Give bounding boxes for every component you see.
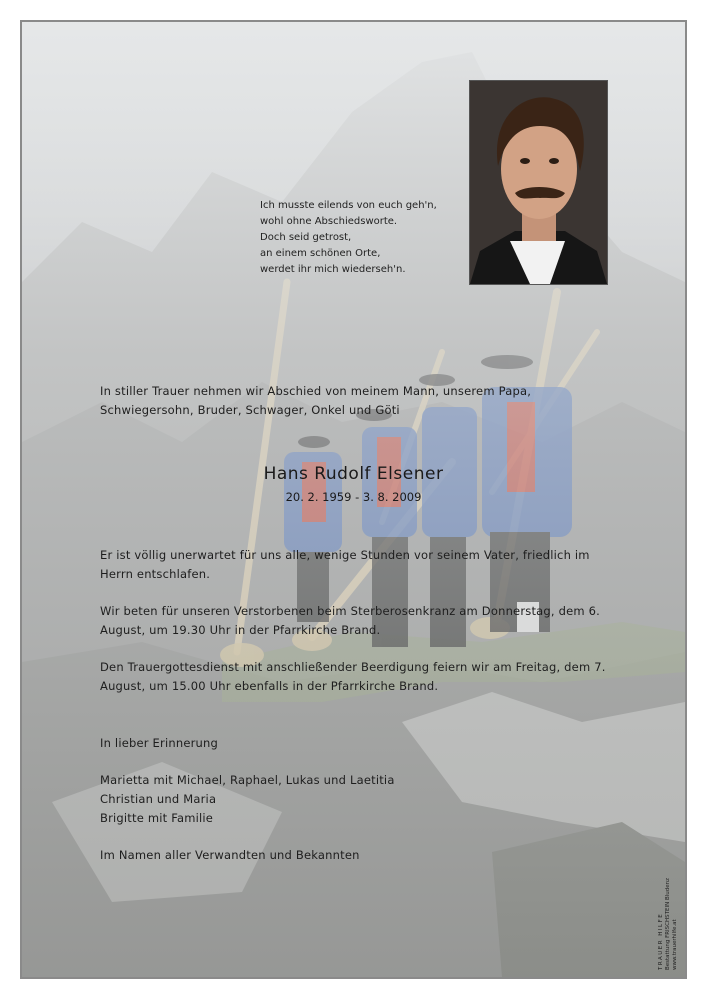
paragraph: Wir beten für unseren Verstorbenen beim Sterberosenkranz am Donnerstag, dem 6. August, um 19.30 Uhr in der Pfarrkirche Brand. — [100, 604, 601, 637]
brand-line-1: TRAUER HILFE — [658, 912, 664, 970]
family-list — [100, 771, 395, 828]
deceased-name: Hans Rudolf Elsener — [263, 464, 444, 484]
paragraph: Er ist völlig unerwartet für uns alle, wenige Stunden vor seinem Vater, friedlich im Herrn entschlafen. — [100, 548, 590, 581]
poem-line: Doch seid getrost, — [260, 232, 352, 243]
poem — [260, 198, 437, 278]
closing-line: Im Namen aller Verwandten und Bekannten — [100, 848, 360, 862]
family-line: Christian und Maria — [100, 792, 217, 806]
family-line: Brigitte mit Familie — [100, 811, 214, 825]
intro-text: In stiller Trauer nehmen wir Abschied von meinem Mann, unserem Papa, Schwiegersohn, Bruder, Schwager, Onkel und Göti — [100, 384, 532, 417]
memory-label: In lieber Erinnerung — [100, 736, 219, 750]
paragraph: Den Trauergottesdienst mit anschließender Beerdigung feiern wir am Freitag, dem 7. August, um 15.00 Uhr ebenfalls in der Pfarrkirche Brand. — [100, 660, 606, 693]
brand-line-3: www.trauerhilfe.at — [672, 919, 678, 970]
poem-line: wohl ohne Abschiedsworte. — [260, 216, 398, 227]
poem-line: Ich musste eilends von euch geh'n, — [260, 200, 437, 211]
brand-line-2: Bestattung FRISCHSTEIN Bludenz — [665, 878, 671, 970]
portrait-photo — [469, 80, 608, 285]
life-dates: 20. 2. 1959 - 3. 8. 2009 — [285, 490, 422, 504]
portrait-illustration — [470, 81, 607, 284]
poem-line: an einem schönen Orte, — [260, 248, 381, 259]
family-line: Marietta mit Michael, Raphael, Lukas und Laetitia — [100, 773, 395, 787]
brand-text — [658, 878, 679, 970]
poem-line: werdet ihr mich wiederseh'n. — [260, 264, 406, 275]
brand-imprint — [650, 870, 690, 970]
